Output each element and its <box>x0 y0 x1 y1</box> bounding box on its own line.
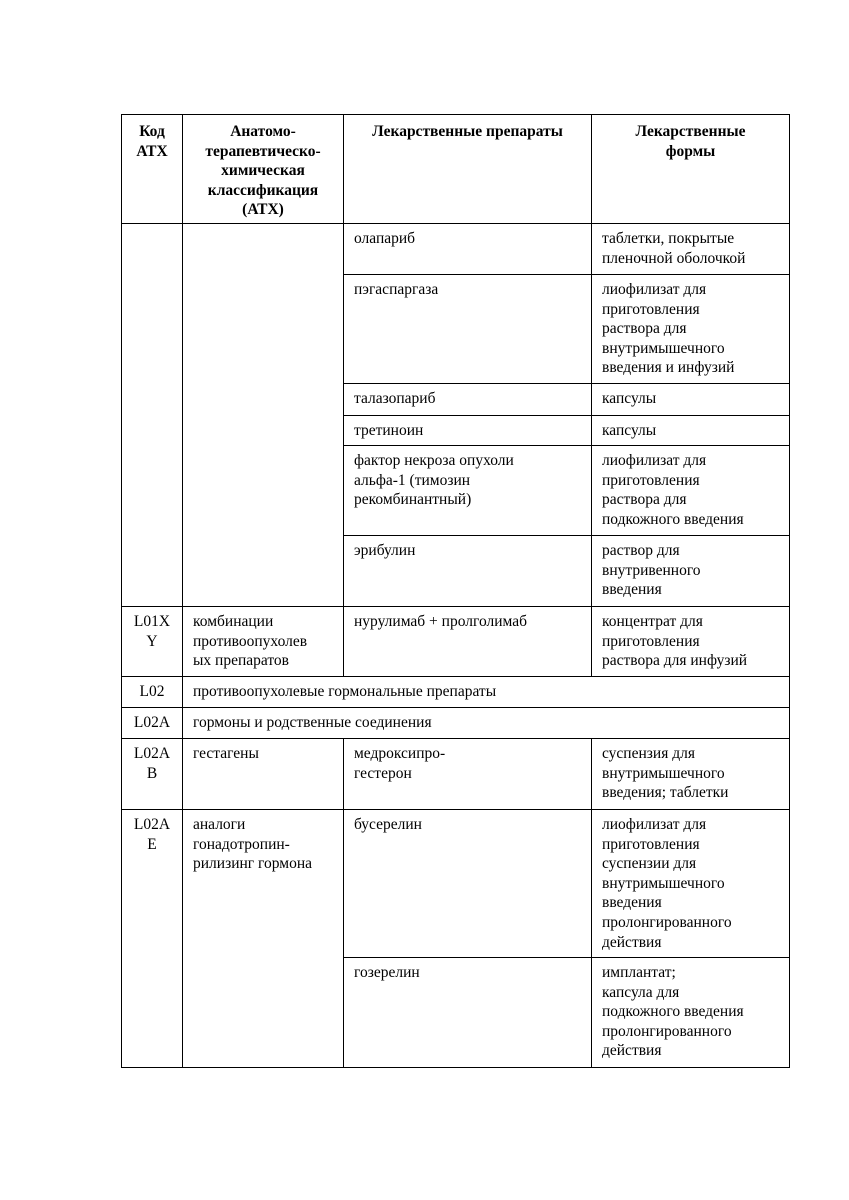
form-cell: таблетки, покрытые пленочной оболочкой <box>592 224 790 275</box>
drug-cell: гозерелин <box>344 958 592 1068</box>
drug-cell: бусерелин <box>344 810 592 958</box>
table-row <box>122 810 790 958</box>
form-cell: лиофилизат для приготовления раствора для внутримышечного введения и инфузий <box>592 275 790 384</box>
classification-cell: комбинации противоопухолев ых препаратов <box>183 607 344 677</box>
classification-cell: аналоги гонадотропин- рилизинг гормона <box>183 810 344 1068</box>
form-cell: концентрат для приготовления раствора для инфузий <box>592 607 790 677</box>
classification-cell-wide: противоопухолевые гормональные препараты <box>183 677 790 708</box>
code-cell: L01X Y <box>122 607 183 677</box>
classification-cell: гестагены <box>183 739 344 810</box>
classification-cell-empty <box>183 224 344 607</box>
drug-cell: фактор некроза опухоли альфа-1 (тимозин рекомбинантный) <box>344 446 592 536</box>
form-cell: суспензия для внутримышечного введения; таблетки <box>592 739 790 810</box>
code-cell-empty <box>122 224 183 607</box>
header-code: Код АТХ <box>122 115 183 224</box>
form-cell: лиофилизат для приготовления раствора для подкожного введения <box>592 446 790 536</box>
drug-cell: нурулимаб + пролголимаб <box>344 607 592 677</box>
header-drugs: Лекарственные препараты <box>344 115 592 224</box>
table-row <box>122 708 790 739</box>
table-row <box>122 677 790 708</box>
form-cell: раствор для внутривенного введения <box>592 536 790 607</box>
drug-cell: олапариб <box>344 224 592 275</box>
drug-cell: третиноин <box>344 416 592 446</box>
code-cell: L02A <box>122 708 183 739</box>
code-cell: L02A E <box>122 810 183 1068</box>
form-cell: капсулы <box>592 416 790 446</box>
form-cell: имплантат; капсула для подкожного введения пролонгированного действия <box>592 958 790 1068</box>
drug-cell: пэгаспаргаза <box>344 275 592 384</box>
drug-cell: эрибулин <box>344 536 592 607</box>
table-row <box>122 739 790 810</box>
atx-drug-table <box>121 114 790 1068</box>
form-cell: капсулы <box>592 384 790 416</box>
table-row <box>122 224 790 275</box>
table-header-row <box>122 115 790 224</box>
code-cell: L02A B <box>122 739 183 810</box>
header-classification: Анатомо- терапевтическо- химическая классификация (АТХ) <box>183 115 344 224</box>
drug-cell: медроксипро- гестерон <box>344 739 592 810</box>
table-row <box>122 607 790 677</box>
drug-cell: талазопариб <box>344 384 592 416</box>
header-forms: Лекарственные формы <box>592 115 790 224</box>
form-cell: лиофилизат для приготовления суспензии для внутримышечного введения пролонгированного действия <box>592 810 790 958</box>
classification-cell-wide: гормоны и родственные соединения <box>183 708 790 739</box>
code-cell: L02 <box>122 677 183 708</box>
